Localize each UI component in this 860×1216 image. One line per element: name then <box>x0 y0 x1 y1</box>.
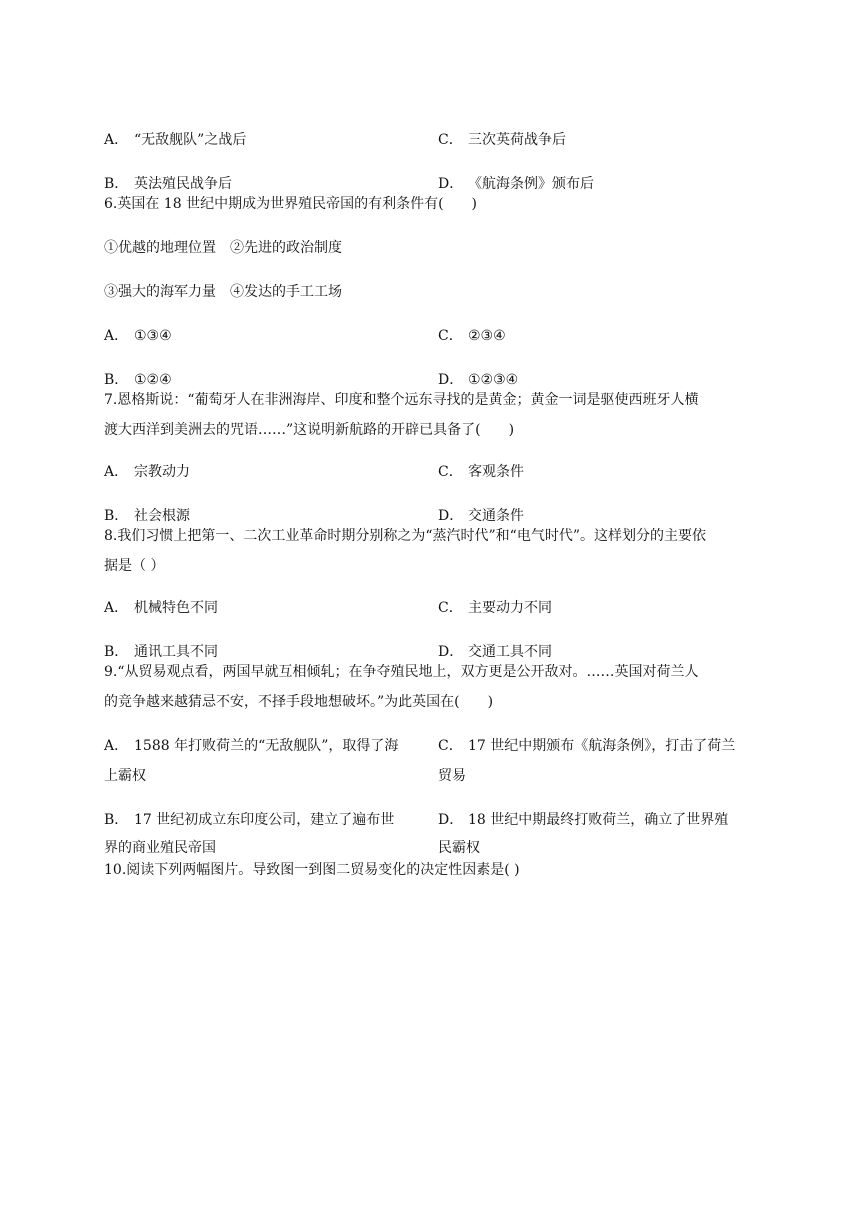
option-text: ①②③④ <box>468 372 519 388</box>
q6-option-d <box>438 370 758 390</box>
option-text: 17 世纪初成立东印度公司，建立了遍布世 <box>134 812 395 828</box>
option-letter: B． <box>104 812 129 828</box>
option-letter: C． <box>438 600 463 616</box>
option-letter: B． <box>104 508 129 524</box>
q5-option-b <box>104 174 424 194</box>
q7-option-b <box>104 506 424 526</box>
q9-option-a-line-1 <box>104 736 424 756</box>
option-letter: C． <box>438 738 463 754</box>
q6-statement-1: ①优越的地理位置 ②先进的政治制度 <box>104 240 342 256</box>
option-letter: C． <box>438 132 463 148</box>
option-text: “无敌舰队”之战后 <box>134 132 247 148</box>
option-text: 机械特色不同 <box>134 600 218 616</box>
q6-stem: 6.英国在 18 世纪中期成为世界殖民帝国的有利条件有( ) <box>104 196 477 212</box>
q8-stem-line-1: 8.我们习惯上把第一、二次工业革命时期分别称之为“蒸汽时代”和“电气时代”。这样划分的主要依 <box>104 528 706 544</box>
q9-option-a-line-2: 上霸权 <box>104 768 146 784</box>
q9-stem-line-1: 9.“从贸易观点看，两国早就互相倾轧；在争夺殖民地上，双方更是公开敌对。……英国对荷兰人 <box>104 664 699 680</box>
q8-option-a <box>104 598 424 618</box>
option-letter: B． <box>104 644 129 660</box>
option-letter: D． <box>438 372 464 388</box>
q9-option-b-line-2: 界的商业殖民帝国 <box>104 840 216 856</box>
option-letter: D． <box>438 508 464 524</box>
q5-option-c <box>438 130 758 150</box>
q10-stem: 10.阅读下列两幅图片。导致图一到图二贸易变化的决定性因素是( ) <box>104 862 520 878</box>
option-letter: A． <box>104 132 129 148</box>
q8-option-b <box>104 642 424 662</box>
option-text: 主要动力不同 <box>468 600 552 616</box>
option-text: 三次英荷战争后 <box>468 132 566 148</box>
option-text: 17 世纪中期颁布《航海条例》，打击了荷兰 <box>468 738 736 754</box>
option-letter: D． <box>438 812 464 828</box>
option-letter: A． <box>104 464 129 480</box>
q9-stem-line-2: 的竞争越来越猜忌不安，不择手段地想破坏。”为此英国在( ) <box>104 694 494 710</box>
q6-option-a <box>104 326 424 346</box>
q8-option-d <box>438 642 758 662</box>
option-text: ①③④ <box>134 328 172 344</box>
option-text: 18 世纪中期最终打败荷兰，确立了世界殖 <box>468 812 729 828</box>
option-letter: A． <box>104 600 129 616</box>
option-text: 1588 年打败荷兰的“无敌舰队”，取得了海 <box>134 738 399 754</box>
option-text: ①②④ <box>134 372 172 388</box>
option-letter: A． <box>104 738 129 754</box>
option-letter: D． <box>438 644 464 660</box>
option-text: 社会根源 <box>134 508 190 524</box>
q6-option-b <box>104 370 424 390</box>
q8-stem-line-2: 据是（ ） <box>104 558 165 574</box>
option-text: 宗教动力 <box>134 464 190 480</box>
option-letter: C． <box>438 464 463 480</box>
q7-option-c <box>438 462 758 482</box>
option-text: 英法殖民战争后 <box>134 176 232 192</box>
q9-option-c-line-1 <box>438 736 758 756</box>
q9-option-d-line-1 <box>438 810 758 830</box>
option-text: 《航海条例》颁布后 <box>468 176 594 192</box>
option-text: ②③④ <box>468 328 506 344</box>
option-letter: D． <box>438 176 464 192</box>
q9-option-d-line-2: 民霸权 <box>438 840 480 856</box>
option-text: 通讯工具不同 <box>134 644 218 660</box>
q5-option-a <box>104 130 424 150</box>
option-letter: B． <box>104 176 129 192</box>
option-letter: A． <box>104 328 129 344</box>
option-text: 交通条件 <box>468 508 524 524</box>
q8-option-c <box>438 598 758 618</box>
q7-stem-line-1: 7.恩格斯说：“葡萄牙人在非洲海岸、印度和整个远东寻找的是黄金；黄金一词是驱使西班牙人横 <box>104 392 699 408</box>
q5-option-d <box>438 174 758 194</box>
option-letter: B． <box>104 372 129 388</box>
option-text: 客观条件 <box>468 464 524 480</box>
q7-stem-line-2: 渡大西洋到美洲去的咒语……”这说明新航路的开辟已具备了( ) <box>104 422 515 438</box>
q6-statement-2: ③强大的海军力量 ④发达的手工工场 <box>104 284 342 300</box>
option-letter: C． <box>438 328 463 344</box>
q6-option-c <box>438 326 758 346</box>
option-text: 交通工具不同 <box>468 644 552 660</box>
q9-option-c-line-2: 贸易 <box>438 768 466 784</box>
q7-option-d <box>438 506 758 526</box>
q9-option-b-line-1 <box>104 810 424 830</box>
q7-option-a <box>104 462 424 482</box>
